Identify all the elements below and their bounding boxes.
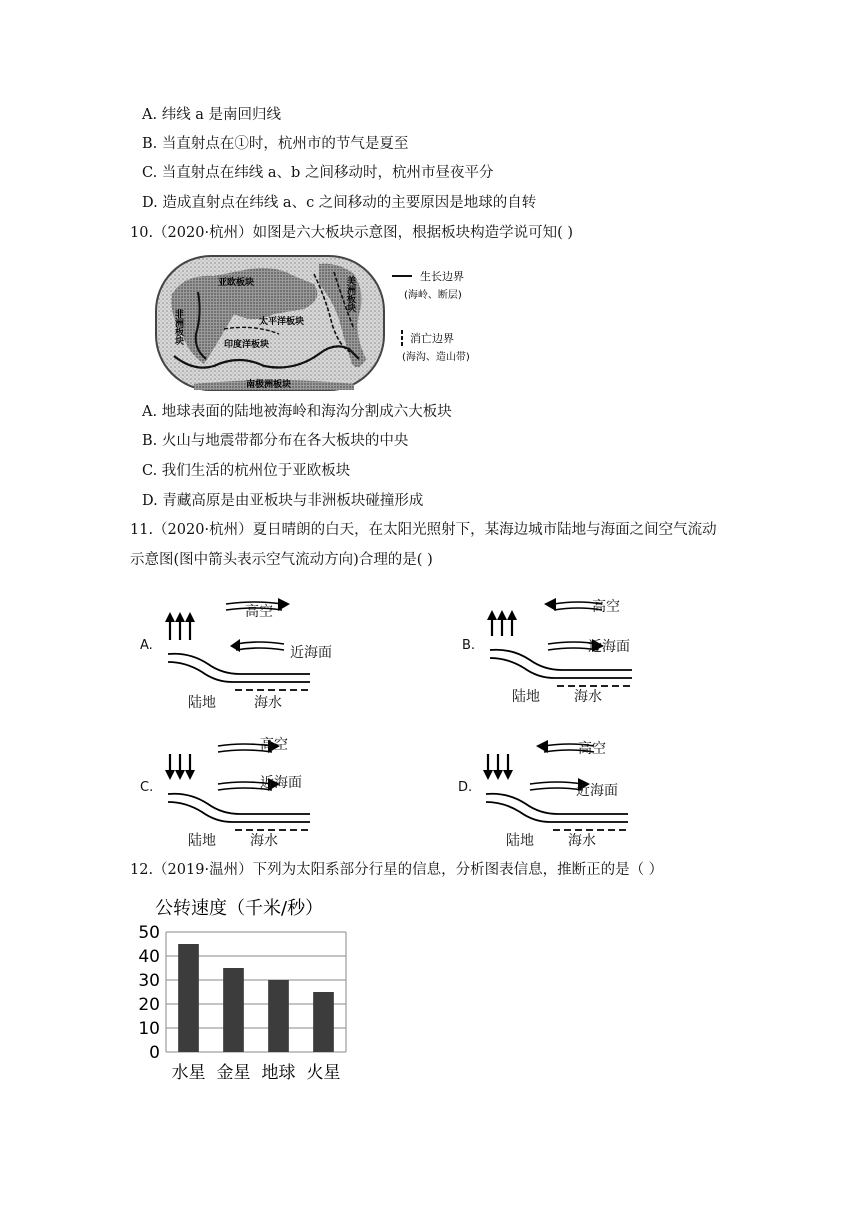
- label-near: 近海面: [576, 783, 618, 799]
- legend-growth-note: (海岭、断层): [404, 290, 462, 301]
- x-tick-label: 水星: [171, 1063, 206, 1083]
- legend-growth: 生长边界: [420, 270, 464, 283]
- label-land: 陆地: [188, 833, 216, 849]
- label-sea: 海水: [254, 695, 282, 711]
- x-tick-label: 金星: [216, 1063, 251, 1083]
- x-tick-label: 火星: [306, 1063, 341, 1083]
- label-land: 陆地: [512, 689, 540, 705]
- y-tick-label: 0: [149, 1043, 160, 1063]
- label-high: 高空: [260, 737, 288, 753]
- q10-stem: 10.（2020·杭州）如图是六大板块示意图，根据板块构造学说可知( ): [130, 225, 573, 241]
- legend-subduct: 消亡边界: [410, 332, 454, 345]
- q12-stem: 12.（2019·温州）下列为太阳系部分行星的信息，分析图表信息，推断正的是（ ）: [130, 862, 664, 878]
- legend-subduct-note: (海沟、造山带): [402, 352, 470, 363]
- label-sea: 海水: [250, 833, 278, 849]
- label-near: 近海面: [260, 775, 302, 791]
- label-high: 高空: [245, 604, 273, 620]
- plate-label-eurasia: 亚欧板块: [218, 278, 255, 288]
- label-sea: 海水: [574, 689, 602, 705]
- q9-option-c: C. 当直射点在纬线 a、b 之间移动时，杭州市昼夜平分: [142, 165, 494, 181]
- bar-3: [313, 992, 334, 1052]
- label-land: 陆地: [506, 833, 534, 849]
- bar-1: [223, 968, 244, 1052]
- chart-bars: [178, 944, 334, 1052]
- plate-label-indian: 印度洋板块: [224, 340, 270, 350]
- plate-label-africa: [173, 308, 184, 346]
- q11-stem-line1: 11.（2020·杭州）夏日晴朗的白天，在太阳光照射下，某海边城市陆地与海面之间空气流动: [130, 522, 717, 538]
- q9-option-a: A. 纬线 a 是南回归线: [142, 107, 282, 123]
- y-tick-label: 10: [138, 1019, 160, 1039]
- q10-option-d: D. 青藏高原是由亚板块与非洲板块碰撞形成: [142, 493, 424, 509]
- y-tick-label: 20: [138, 995, 160, 1015]
- choice-label-a: A.: [140, 638, 153, 653]
- bar-2: [268, 980, 289, 1052]
- orbital-speed-chart: [130, 890, 370, 1090]
- plate-label-antarctic: 南极洲板块: [246, 380, 292, 390]
- q9-option-d: D. 造成直射点在纬线 a、c 之间移动的主要原因是地球的自转: [142, 195, 537, 211]
- bar-0: [178, 944, 199, 1052]
- plate-label-africa-text: 非洲板块: [173, 309, 183, 345]
- q9-option-b: B. 当直射点在①时，杭州市的节气是夏至: [142, 136, 409, 152]
- q10-option-a: A. 地球表面的陆地被海岭和海沟分割成六大板块: [142, 404, 452, 420]
- label-near: 近海面: [588, 639, 630, 655]
- plate-label-americas: 美洲板块: [345, 276, 355, 312]
- label-high: 高空: [578, 741, 606, 757]
- x-tick-label: 地球: [261, 1063, 296, 1083]
- label-land: 陆地: [188, 695, 216, 711]
- choice-label-d: D.: [458, 780, 473, 795]
- chart-title: 公转速度（千米/秒）: [155, 898, 324, 919]
- q10-option-b: B. 火山与地震带都分布在各大板块的中央: [142, 433, 409, 449]
- y-tick-label: 30: [138, 971, 160, 991]
- q10-option-c: C. 我们生活的杭州位于亚欧板块: [142, 463, 351, 479]
- plate-map-figure: [154, 254, 584, 394]
- plate-label-pacific: 太平洋板块: [259, 317, 305, 327]
- q11-stem-line2: 示意图(图中箭头表示空气流动方向)合理的是( ): [130, 552, 433, 568]
- label-high: 高空: [592, 599, 620, 615]
- label-sea: 海水: [568, 833, 596, 849]
- chart-y-ticks: [138, 923, 160, 1063]
- choice-label-c: C.: [140, 780, 154, 795]
- y-tick-label: 50: [138, 923, 160, 943]
- chart-x-ticks: [172, 1063, 341, 1083]
- choice-label-b: B.: [462, 638, 476, 653]
- y-tick-label: 40: [138, 947, 160, 967]
- label-near: 近海面: [290, 645, 332, 661]
